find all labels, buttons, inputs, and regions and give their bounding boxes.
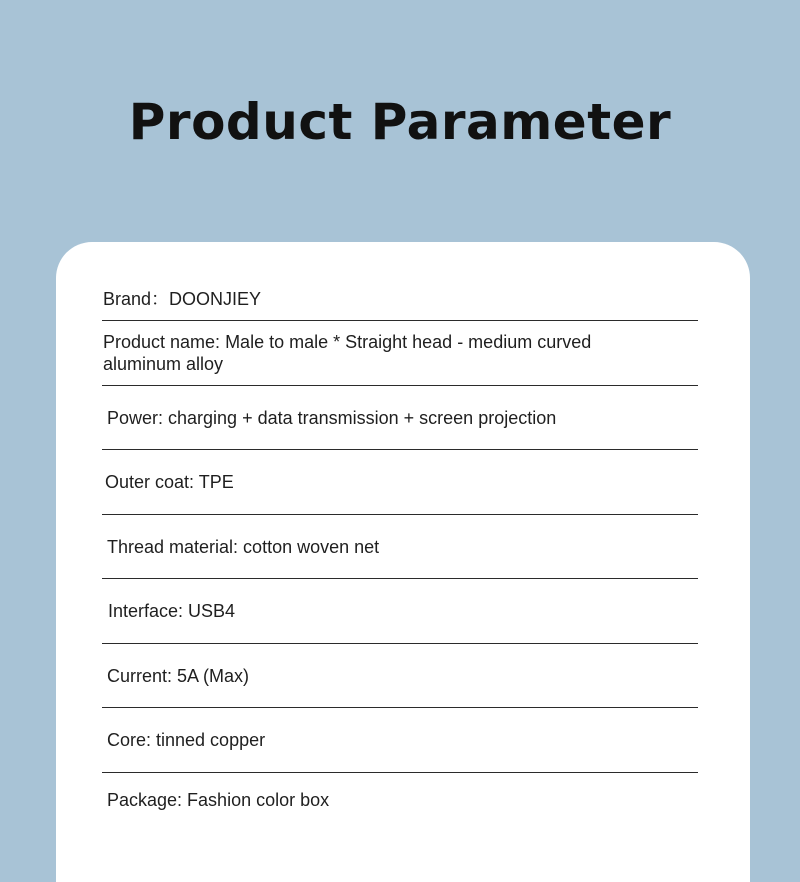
parameter-card xyxy=(56,242,750,882)
parameter-core: Core: tinned copper xyxy=(107,730,266,750)
parameter-current: Current: 5A (Max) xyxy=(107,665,250,686)
parameter-row-brand xyxy=(102,276,698,321)
parameter-power: Power: charging + data transmission + screen projection xyxy=(107,407,557,428)
parameter-thread-material: Thread material: cotton woven net xyxy=(107,536,380,557)
parameter-brand: Brand：DOONJIEY xyxy=(103,289,262,309)
parameter-row-package xyxy=(102,773,698,827)
parameter-row-product-name xyxy=(102,321,698,386)
parameter-row-current xyxy=(102,644,698,708)
parameter-package: Package: Fashion color box xyxy=(107,790,330,810)
parameter-outer-coat: Outer coat: TPE xyxy=(105,472,234,492)
parameter-product-name: Product name: Male to male * Straight head - medium curved aluminum alloy xyxy=(103,332,592,374)
parameter-list xyxy=(102,276,698,827)
parameter-row-thread-material xyxy=(102,515,698,579)
parameter-row-core xyxy=(102,708,698,773)
parameter-row-outer-coat xyxy=(102,450,698,515)
parameter-row-power xyxy=(102,386,698,450)
parameter-row-interface xyxy=(102,579,698,644)
page-title: Product Parameter xyxy=(128,93,672,151)
parameter-interface: Interface: USB4 xyxy=(108,601,236,621)
